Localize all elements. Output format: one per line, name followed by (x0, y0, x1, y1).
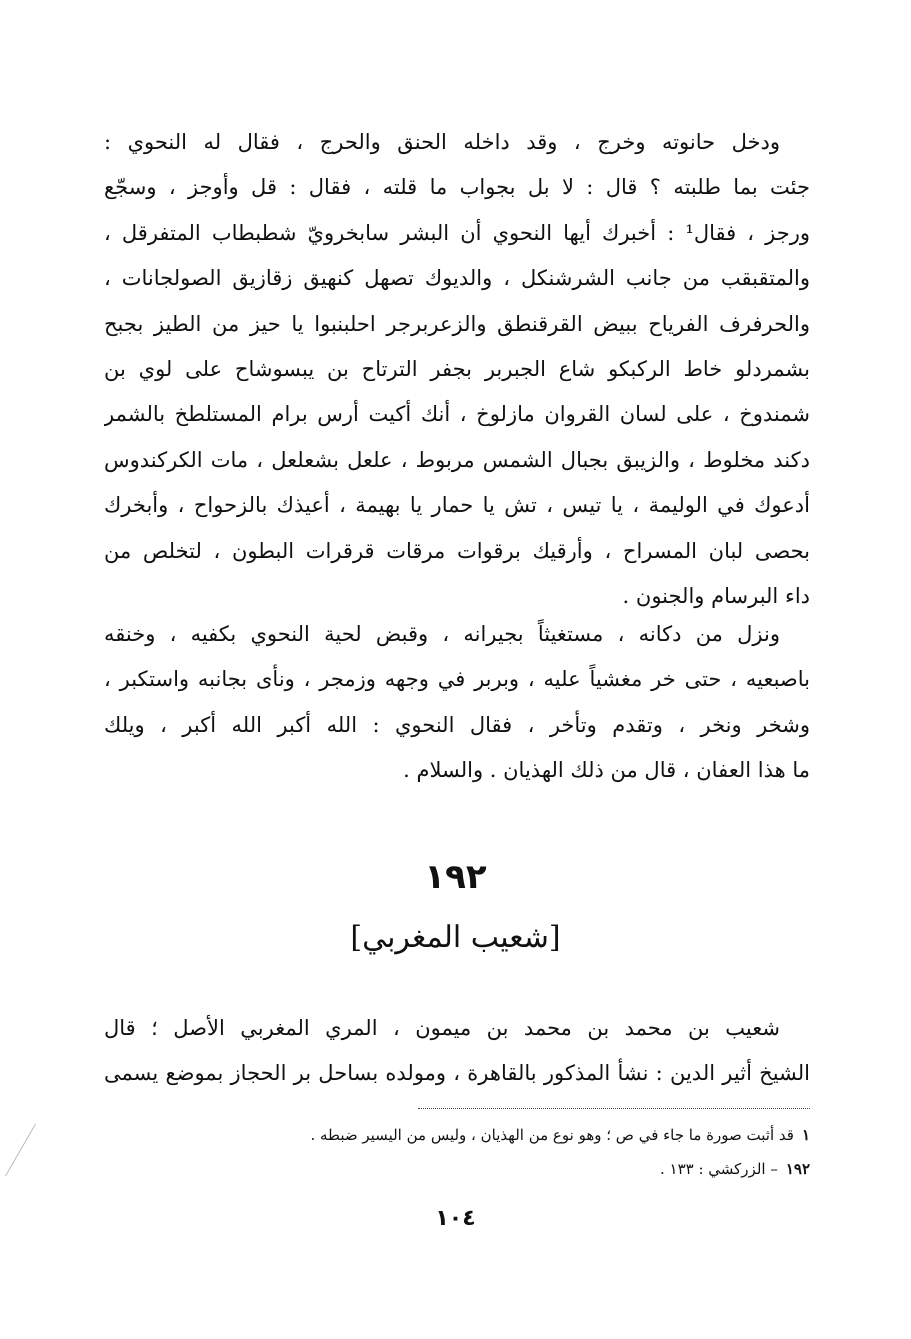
text-line: بحصى لبان المسراح ، وأرقيك برقوات مرقات قرقرات البطون ، لتخلص من (104, 538, 810, 563)
paragraph-conclusion (104, 612, 810, 794)
entry-title: [شعيب المغربي] (350, 920, 561, 955)
text-line: ونزل من دكانه ، مستغيثاً بجيرانه ، وقبض لحية النحوي بكفيه ، وخنقه (104, 622, 780, 646)
footnote-number: ١ (801, 1126, 810, 1144)
text-line: والحرفرف الفرياح ببيض القرقنطق والزعربرجر احلبنبوا يا حيز من الطيز بجبح (104, 311, 810, 336)
footnote-text: قد أثبت صورة ما جاء في ص ؛ وهو نوع من الهذيان ، وليس من اليسير ضبطه . (310, 1126, 794, 1144)
footnote-text: – الزركشي : ١٣٣ . (659, 1160, 778, 1178)
text-line: شعيب بن محمد بن محمد بن ميمون ، المري المغربي الأصل ؛ قال (104, 1016, 780, 1040)
footnote-item (150, 1118, 810, 1152)
footnote-item (150, 1152, 810, 1186)
text-line: بشمردلو خاط الركبكو شاع الجبربر بجفر الترتاح بن يبسوشاح على لوي بن (104, 356, 810, 381)
footnote-divider (418, 1108, 810, 1109)
paragraph-nonsense-speech (104, 120, 810, 619)
footnotes (150, 1118, 810, 1186)
text-line: دكند مخلوط ، والزيبق بجبال الشمس مربوط ، علعل بشعلعل ، مات الكركندوس (104, 447, 810, 472)
text-line: ما هذا العفان ، قال من ذلك الهذيان . والسلام . (403, 758, 810, 783)
page-number: ١٠٤ (435, 1206, 476, 1231)
footnote-number: ١٩٢ (785, 1160, 810, 1178)
text-line: أدعوك في الوليمة ، يا تيس ، تش يا حمار يا بهيمة ، أعيذك بالزحواح ، وأبخرك (104, 493, 810, 518)
text-line: ورجز ، فقال¹ : أخبرك أيها النحوي أن البشر سابخرويّ شطبطاب المتفرقل ، (104, 220, 810, 245)
text-line: ودخل حانوته وخرج ، وقد داخله الحنق والحرج ، فقال له النحوي : (104, 130, 780, 154)
paragraph-entry-body (104, 1006, 810, 1097)
text-line: جئت بما طلبته ؟ قال : لا بل بجواب ما قلته ، فقال : قل وأوجز ، وسجّع (104, 175, 810, 200)
text-line: الشيخ أثير الدين : نشأ المذكور بالقاهرة ، ومولده بساحل بر الحجاز بموضع يسمى (104, 1061, 810, 1086)
text-line: باصبعيه ، حتى خر مغشياً عليه ، وبربر في وجهه وزمجر ، ونأى بجانبه واستكبر ، (104, 667, 810, 692)
text-line: داء البرسام والجنون . (622, 583, 810, 608)
margin-scratch-mark (5, 1124, 36, 1176)
text-line: شمندوخ ، على لسان القروان مازلوخ ، أنك أكيت أرس برام المستلطخ بالشمر (104, 402, 810, 427)
text-line: وشخر ونخر ، وتقدم وتأخر ، فقال النحوي : الله أكبر الله أكبر ، ويلك (104, 712, 810, 737)
text-line: والمتقبقب من جانب الشرشنكل ، والديوك تصهل كنهيق زقازيق الصولجانات ، (104, 266, 810, 291)
entry-number: ١٩٢ (424, 857, 487, 897)
